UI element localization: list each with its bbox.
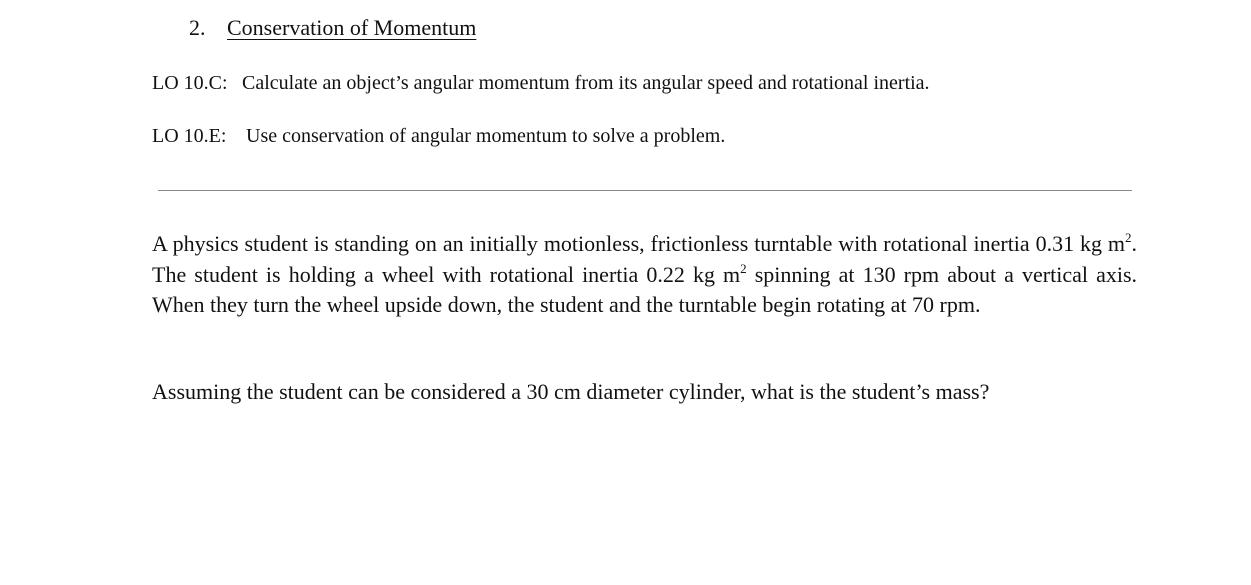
superscript-2: 2 — [740, 260, 747, 276]
problem-text-part-2: . The student is holding a wheel with rotational inertia 0.22 kg m — [152, 231, 1137, 287]
section-title: Conservation of Momentum — [227, 15, 477, 40]
section-heading — [189, 14, 476, 42]
objective-text: Calculate an object’s angular momentum from its angular speed and rotational inertia. — [242, 72, 930, 94]
problem-statement — [152, 229, 1137, 321]
problem-text-part-3: spinning at 130 rpm about a vertical axis. When they turn the wheel upside down, the student and the turntable begin rotating at 70 rpm. — [152, 261, 1138, 318]
learning-objective-10c — [152, 70, 930, 96]
objective-code: LO 10.E: — [152, 125, 227, 147]
objective-code: LO 10.C: — [152, 72, 228, 94]
objective-text: Use conservation of angular momentum to solve a problem. — [246, 125, 726, 147]
section-number: 2. — [189, 15, 206, 40]
problem-question: Assuming the student can be considered a 30 cm diameter cylinder, what is the student’s mass? — [152, 379, 990, 404]
learning-objective-10e — [152, 123, 725, 149]
problem-text-part-1: A physics student is standing on an initially motionless, frictionless turntable with rotational inertia 0.31 kg m — [152, 231, 1125, 256]
superscript-2: 2 — [1125, 230, 1132, 245]
horizontal-divider — [158, 190, 1132, 191]
